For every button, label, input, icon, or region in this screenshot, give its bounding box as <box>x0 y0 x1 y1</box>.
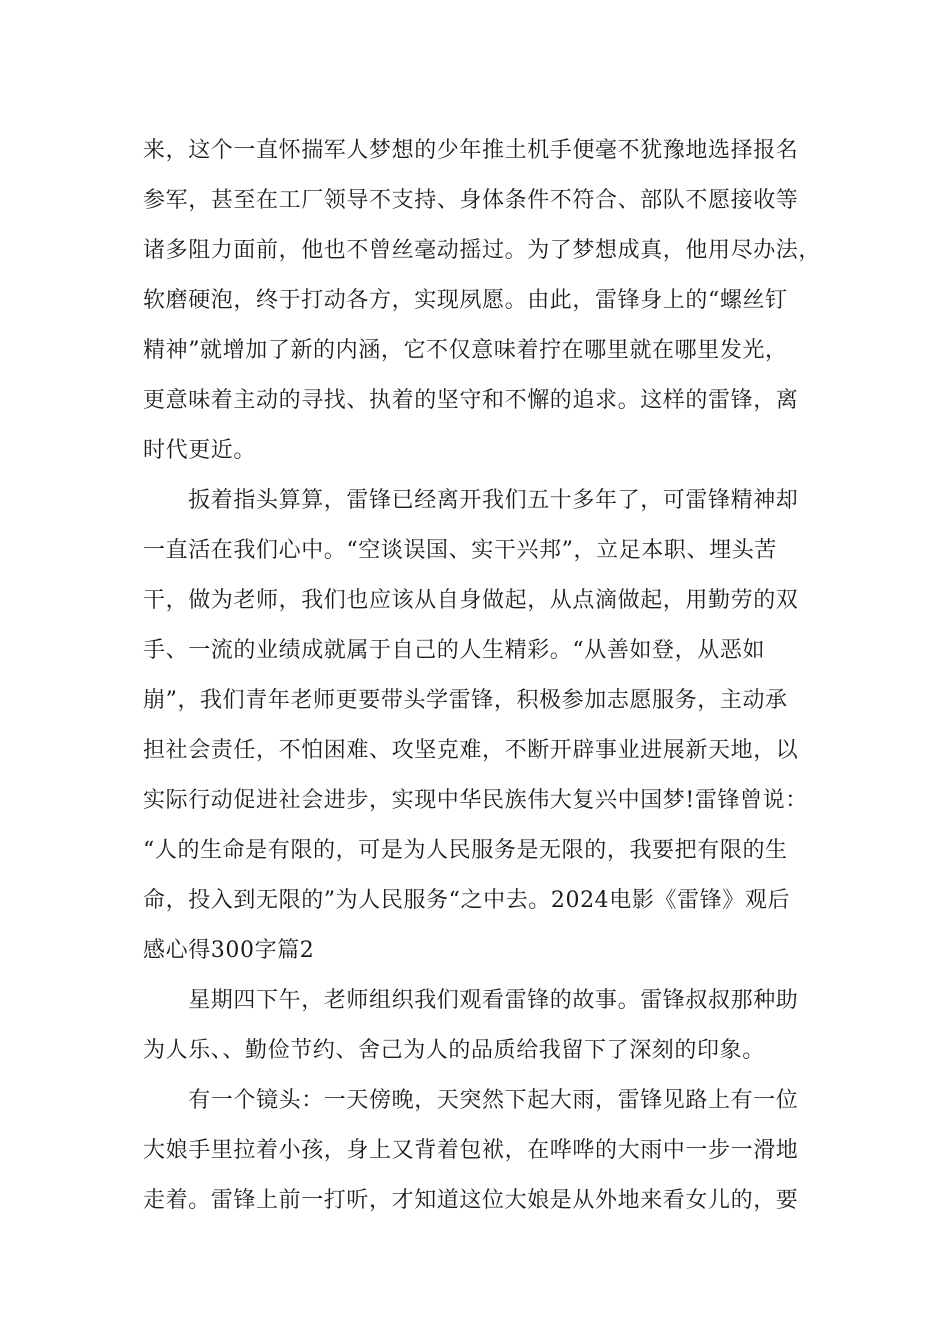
text-line: “人的生命是有限的，可是为人民服务是无限的，我要把有限的生 <box>143 838 788 863</box>
text-line: 担社会责任，不怕困难、攻坚克难，不断开辟事业进展新天地，以 <box>143 738 799 763</box>
text-line: 走着。雷锋上前一打听，才知道这位大娘是从外地来看女儿的，要 <box>143 1188 799 1213</box>
text-line: 星期四下午，老师组织我们观看雷锋的故事。雷锋叔叔那种助 <box>143 988 799 1013</box>
text-line: 扳着指头算算，雷锋已经离开我们五十多年了，可雷锋精神却 <box>143 488 799 513</box>
text-line: 精神”就增加了新的内涵，它不仅意味着拧在哪里就在哪里发光， <box>143 338 788 363</box>
text-line: 干，做为老师，我们也应该从自身做起，从点滴做起，用勤劳的双 <box>143 588 799 613</box>
text-line: 有一个镜头：一天傍晚，天突然下起大雨，雷锋见路上有一位 <box>143 1088 799 1113</box>
text-line: 诸多阻力面前，他也不曾丝毫动摇过。为了梦想成真，他用尽办法， <box>143 238 822 263</box>
text-line: 一直活在我们心中。“空谈误国、实干兴邦”，立足本职、埋头苦 <box>143 538 777 563</box>
text-line: 更意味着主动的寻找、执着的坚守和不懈的追求。这样的雷锋，离 <box>143 388 799 413</box>
text-line: 手、一流的业绩成就属于自己的人生精彩。“从善如登，从恶如 <box>143 638 766 663</box>
text-line: 为人乐、、勤俭节约、舍己为人的品质给我留下了深刻的印象。 <box>143 1038 765 1063</box>
text-line: 大娘手里拉着小孩，身上又背着包袱，在哗哗的大雨中一步一滑地 <box>143 1138 799 1163</box>
text-line: 来，这个一直怀揣军人梦想的少年推土机手便毫不犹豫地选择报名 <box>143 138 799 163</box>
text-line: 软磨硬泡，终于打动各方，实现夙愿。由此，雷锋身上的“螺丝钉 <box>143 288 788 313</box>
text-line: 参军，甚至在工厂领导不支持、身体条件不符合、部队不愿接收等 <box>143 188 799 213</box>
text-line: 命，投入到无限的”为人民服务“之中去。2024电影《雷锋》观后 <box>143 888 791 913</box>
text-line: 崩”，我们青年老师更要带头学雷锋，积极参加志愿服务，主动承 <box>143 688 788 713</box>
document-body <box>143 126 833 1226</box>
text-line: 时代更近。 <box>143 438 257 463</box>
text-line: 实际行动促进社会进步，实现中华民族伟大复兴中国梦!雷锋曾说： <box>143 788 808 813</box>
text-line: 感心得300字篇2 <box>143 938 315 963</box>
